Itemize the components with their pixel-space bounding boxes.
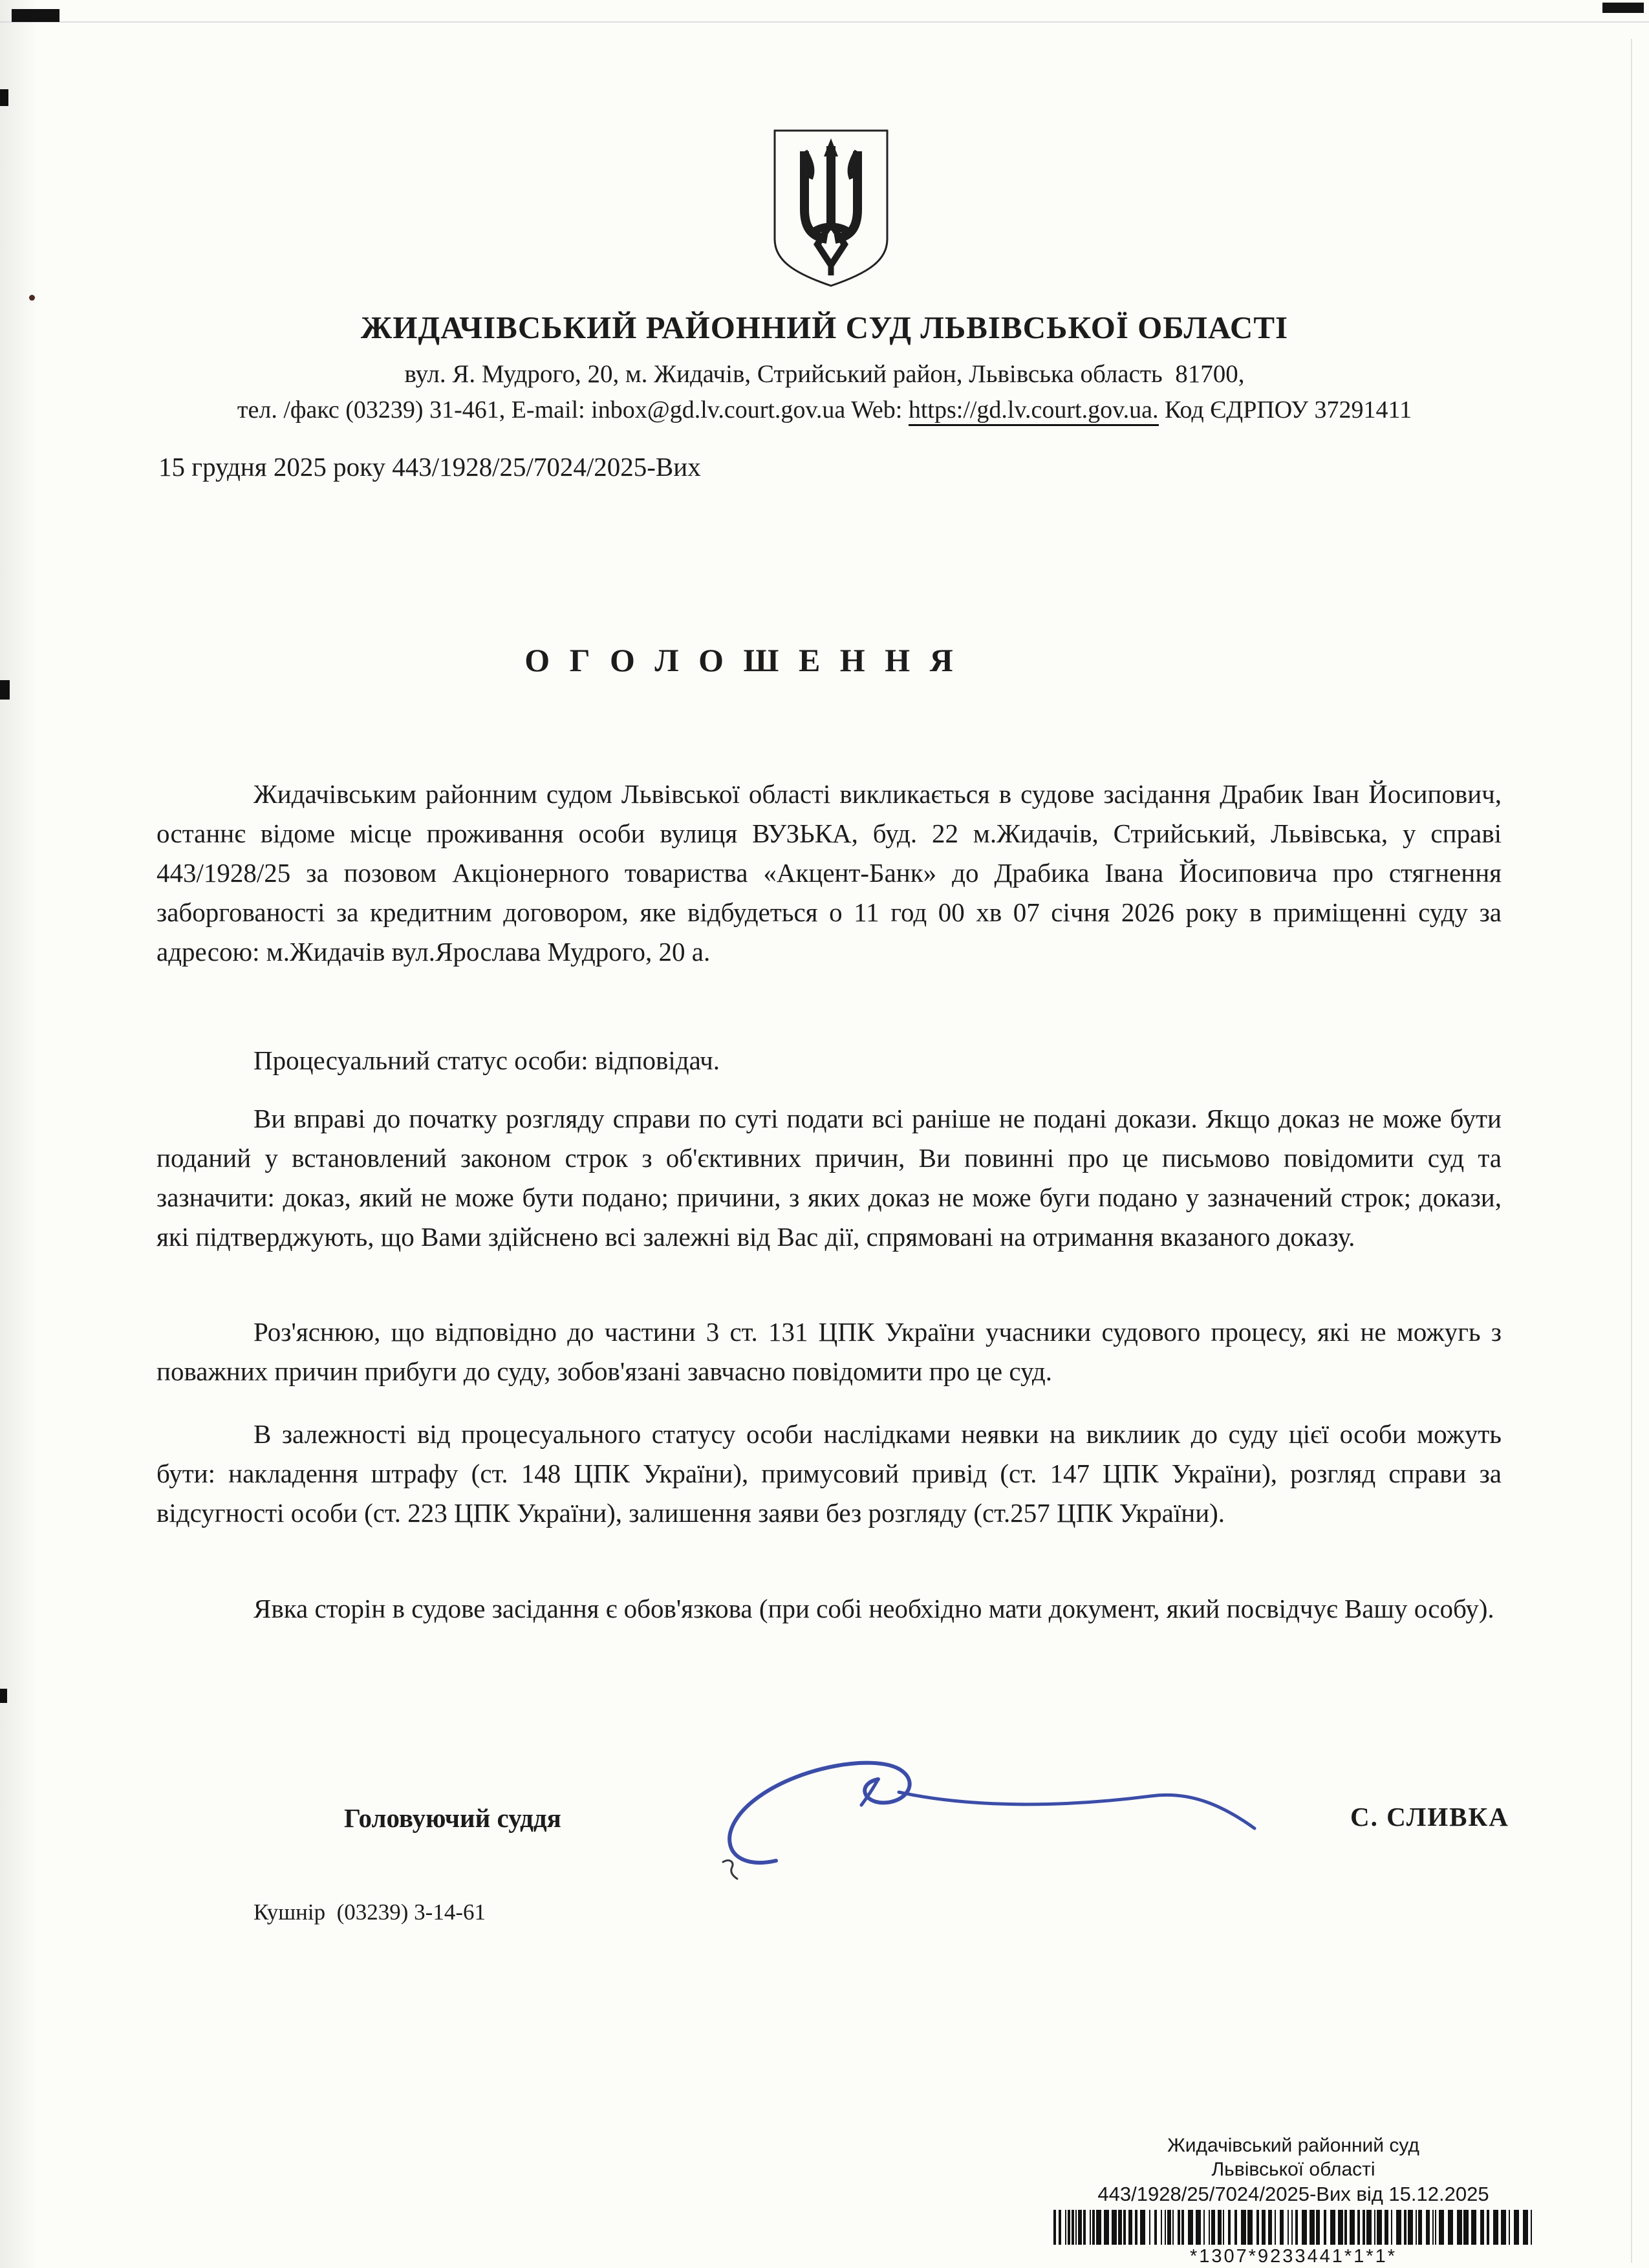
contact-phone-email: тел. /факс (03239) 31-461, E-mail: inbox@gd.lv.court.gov.ua Web: bbox=[237, 396, 909, 423]
judge-role-label: Головуючий суддя bbox=[344, 1803, 561, 1833]
court-address-line: вул. Я. Мудрого, 20, м. Жидачів, Стрийський район, Львівська область 81700, bbox=[404, 360, 1245, 388]
barcode bbox=[1053, 2210, 1533, 2245]
judge-name: С. СЛИВКА bbox=[1350, 1802, 1509, 1832]
scan-artifact-left-tick bbox=[0, 1689, 7, 1703]
paragraph-nonappearance-consequences bbox=[156, 1415, 1502, 1533]
paragraph-procedural-status-text: Процесуальний статус особи: відповідач. bbox=[253, 1045, 720, 1075]
paragraph-attendance-mandatory-text: Явка сторін в судове засідання є обов'язкова (при собі необхідно мати документ, який посвідчує Вашу особу). bbox=[253, 1594, 1494, 1623]
paragraph-summons-text: Жидачівським районним судом Львівської області викликається в судове засідання Драбик Іван Йосипович, останнє відоме місце проживання особи вулиця ВУЗЬКА, буд. 22 м.Жидачів, Стрийський, Львівська, у справі 443/1928/25 за позовом Акціонерного товариства «Акцент-Банк» до Драбика Івана Йосиповича про стягнення заборгованості за кредитним договором, яке відбудеться о 11 год 00 хв 07 січня 2026 року в приміщенні суду за адресою: м.Жидачів вул.Ярослава Мудрого, 20 а. bbox=[156, 779, 1502, 967]
scan-artifact-left-tick bbox=[0, 89, 8, 106]
scan-artifact-top-right bbox=[1602, 3, 1644, 13]
stamp-court-name: Жидачівський районний суд bbox=[1167, 2135, 1419, 2156]
court-website-url: https://gd.lv.court.gov.ua. bbox=[909, 396, 1159, 426]
scan-top-edge-line bbox=[0, 21, 1649, 23]
paragraph-attendance-mandatory bbox=[156, 1589, 1502, 1629]
scan-artifact-left-tick bbox=[0, 680, 10, 700]
outgoing-stamp-block bbox=[1002, 2134, 1584, 2267]
clerk-contact-line: Кушнір (03239) 3-14-61 bbox=[253, 1899, 486, 1925]
paragraph-article-131-text: Роз'яснюю, що відповідно до частини 3 ст. 131 ЦПК України учасники судового процесу, які не можугь з поважних причин прибуги до суду, зобов'язані завчасно повідомити про це суд. bbox=[156, 1317, 1502, 1386]
judge-signature-ink bbox=[698, 1746, 1267, 1881]
stamp-case-number-date: 443/1928/25/7024/2025-Вих від 15.12.2025 bbox=[1097, 2183, 1489, 2205]
ukraine-trident-emblem-icon bbox=[764, 127, 898, 290]
date-and-outgoing-number: 15 грудня 2025 року 443/1928/25/7024/2025-Вих bbox=[158, 452, 701, 482]
paragraph-article-131 bbox=[156, 1312, 1502, 1391]
edrpou-code: Код ЄДРПОУ 37291411 bbox=[1158, 396, 1412, 423]
paragraph-procedural-status bbox=[156, 1041, 1502, 1080]
court-name-heading: ЖИДАЧІВСЬКИЙ РАЙОННИЙ СУД ЛЬВІВСЬКОЇ ОБЛАСТІ bbox=[360, 310, 1289, 345]
paragraph-summons bbox=[156, 775, 1502, 972]
paragraph-evidence-rights bbox=[156, 1099, 1502, 1257]
ink-spot bbox=[29, 295, 35, 301]
court-contact-line bbox=[0, 396, 1649, 424]
paragraph-nonappearance-consequences-text: В залежності від процесуального статусу особи наслідками неявки на виклиик до суду цієї особи можуть бути: накладення штрафу (ст. 148 ЦПК України), примусовий привід (ст. 147 ЦПК України), розгляд справи за відсугності особи (ст. 223 ЦПК України), залишення заяви без розгляду (ст.257 ЦПК України). bbox=[156, 1419, 1502, 1528]
paragraph-evidence-rights-text: Ви вправі до початку розгляду справи по суті подати всі раніше не подані докази. Якщо доказ не може бути поданий у встановлений законом строк з об'єктивних причин, Ви повинні про це письмово повідомити суд та зазначити: доказ, який не може бути подано; причини, з яких доказ не може буги подано у зазначений строк; докази, які підтверджують, що Вами здійснено всі залежні від Вас дії, спрямовані на отримання вказаного доказу. bbox=[156, 1104, 1502, 1252]
scan-artifact-top-left bbox=[12, 9, 59, 22]
document-title: О Г О Л О Ш Е Н Н Я bbox=[524, 642, 959, 678]
pen-flick-mark bbox=[719, 1857, 741, 1883]
stamp-court-region: Львівської області bbox=[1211, 2159, 1375, 2180]
barcode-text: *1307*9233441*1*1* bbox=[1189, 2246, 1397, 2267]
